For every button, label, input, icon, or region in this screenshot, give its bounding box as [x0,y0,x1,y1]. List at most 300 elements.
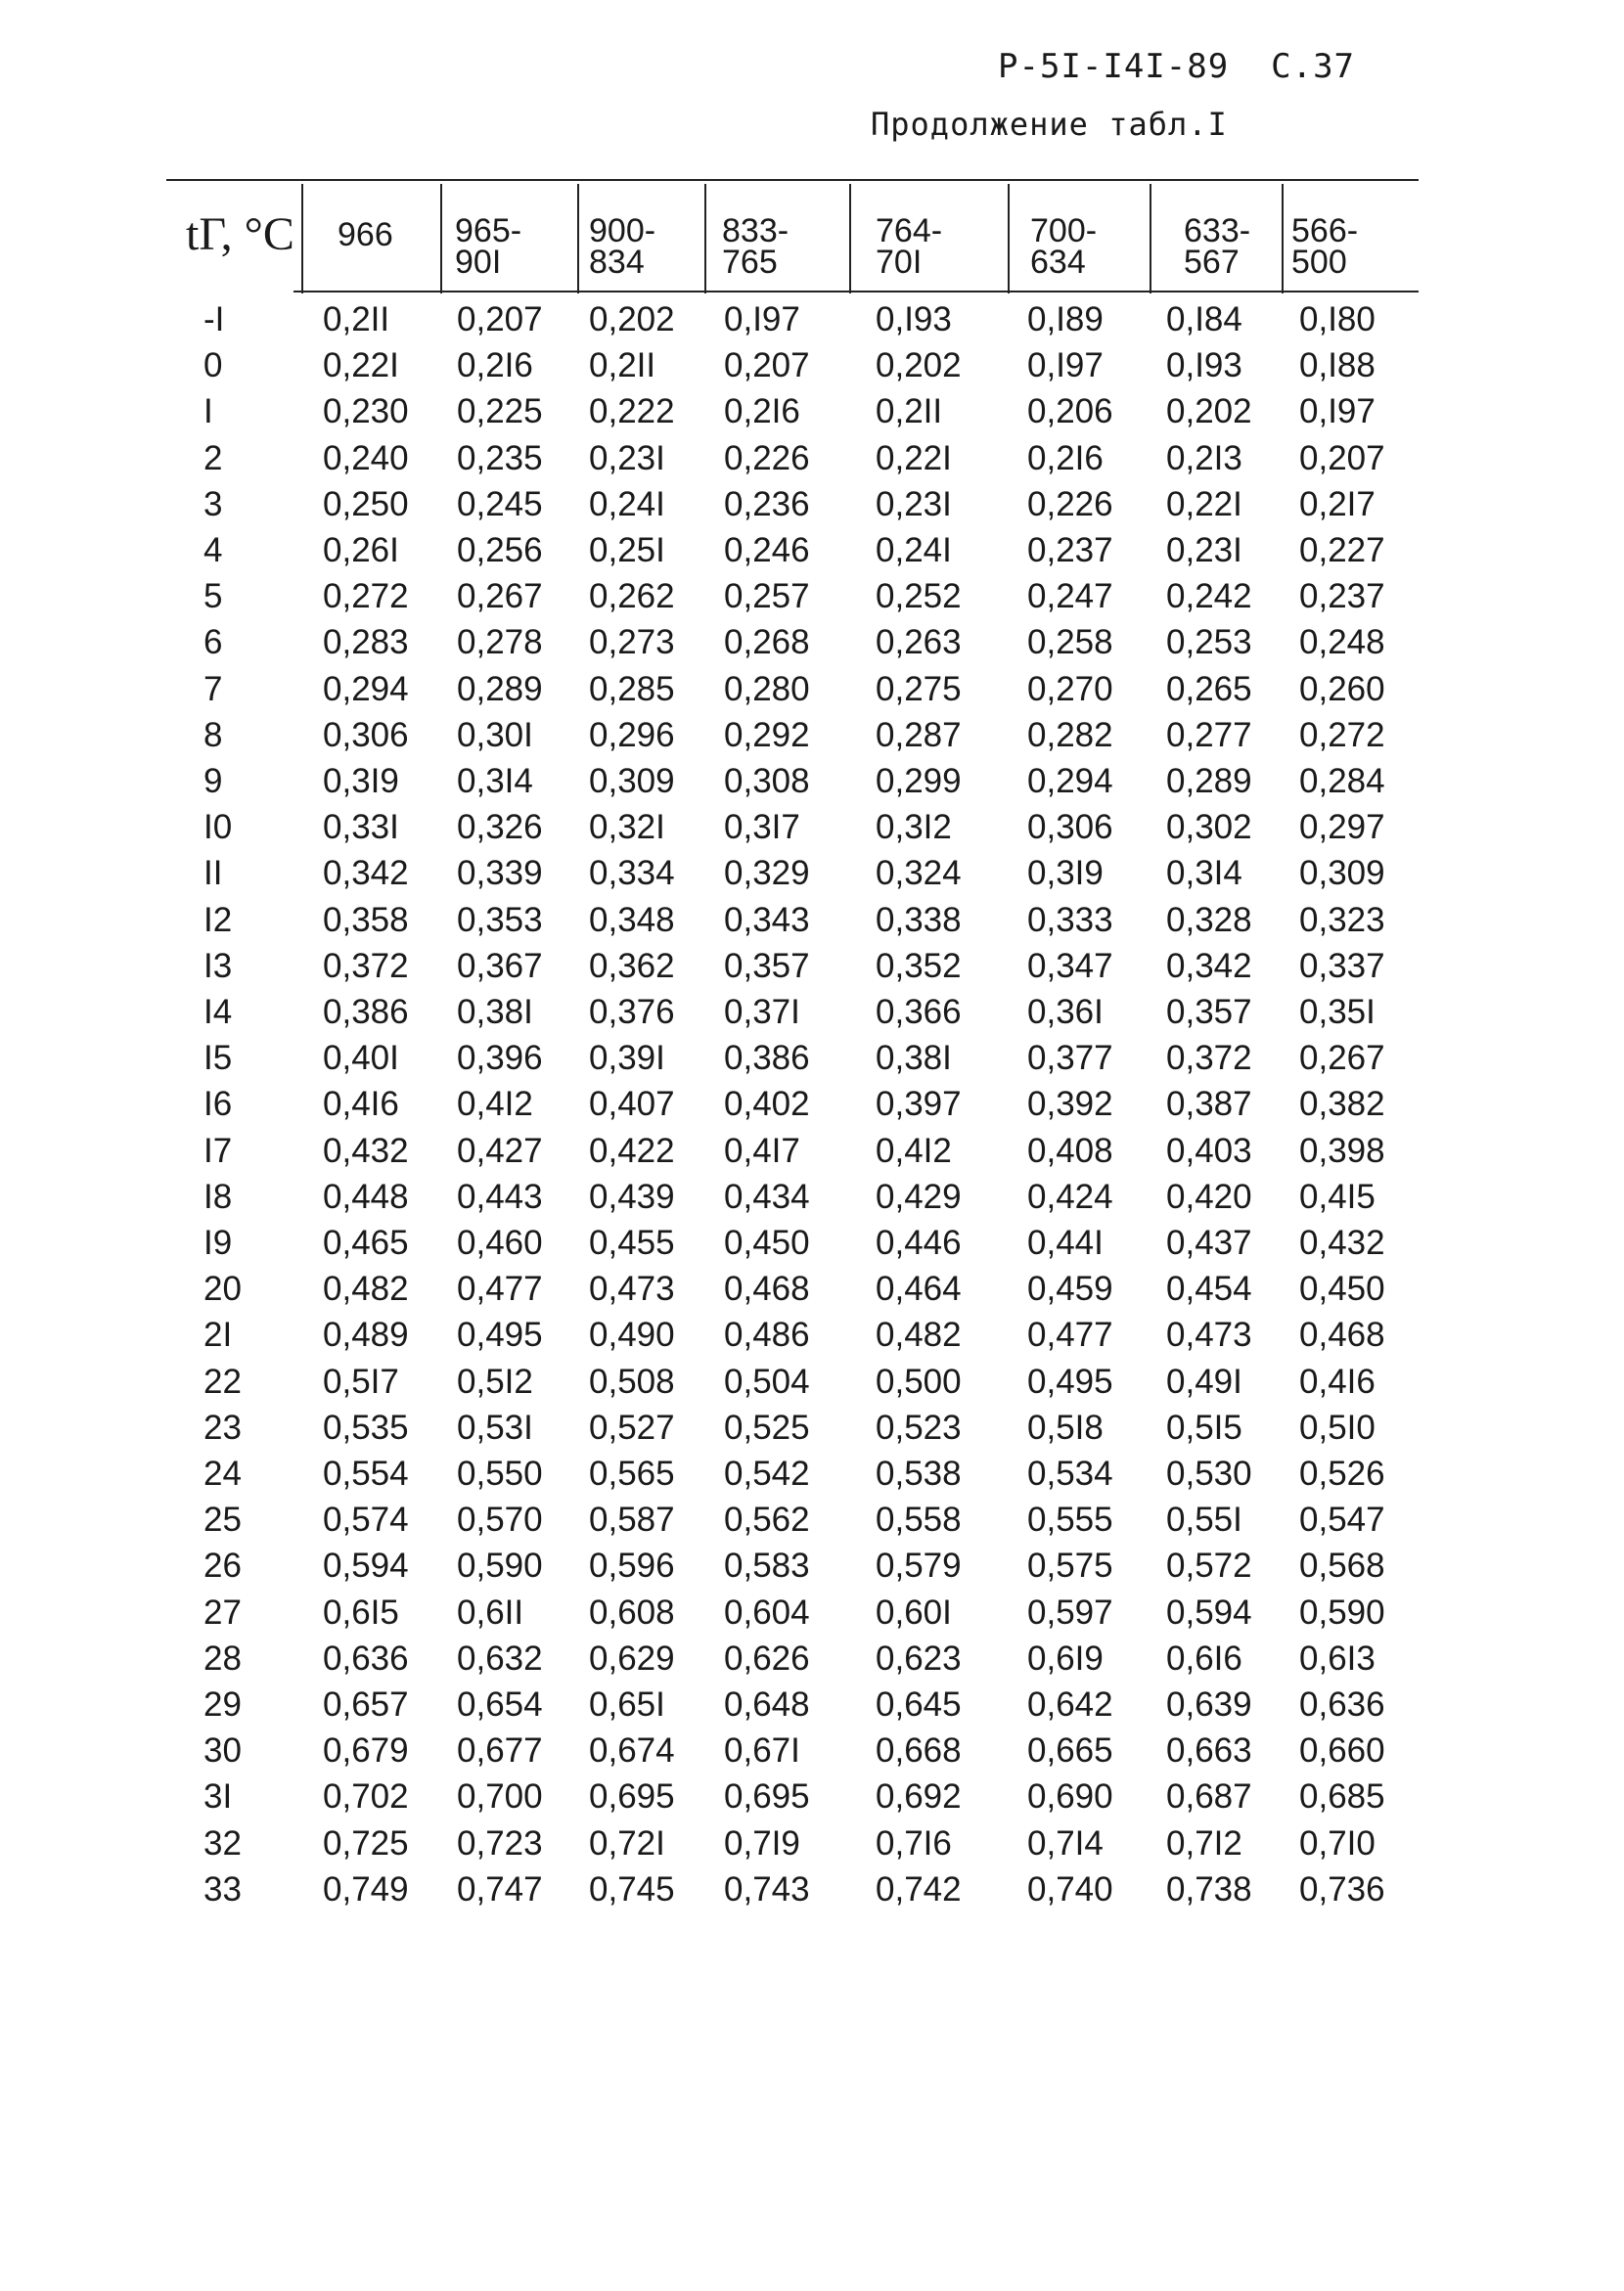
table-row [0,943,1624,989]
column-divider [849,184,851,293]
temperature-cell: 23 [203,1408,242,1447]
value-cell: 0,337 [1299,946,1385,985]
value-cell: 0,397 [876,1085,962,1124]
value-cell: 0,3І9 [323,762,399,800]
value-cell: 0,250 [323,484,409,523]
temperature-cell: 8 [203,715,223,754]
temperature-cell: І9 [203,1224,233,1262]
value-cell: 0,464 [876,1270,962,1309]
value-cell: 0,434 [724,1177,810,1216]
value-cell: 0,329 [724,854,810,893]
value-cell: 0,392 [1027,1085,1113,1124]
value-cell: 0,468 [1299,1316,1385,1355]
value-cell: 0,222 [589,392,675,431]
value-cell: 0,353 [457,900,543,939]
table-row [0,1497,1624,1543]
column-header [589,212,656,281]
value-cell: 0,386 [724,1039,810,1078]
value-cell: 0,324 [876,854,962,893]
value-cell: 0,534 [1027,1455,1113,1493]
value-cell: 0,287 [876,715,962,754]
value-cell: 0,309 [1299,854,1385,893]
value-cell: 0,407 [589,1085,675,1124]
value-cell: 0,2І6 [457,346,533,385]
value-cell: 0,38І [876,1039,952,1078]
value-cell: 0,5І5 [1166,1408,1242,1447]
column-header [338,216,393,253]
temperature-cell: 3 [203,484,223,523]
value-cell: 0,554 [323,1455,409,1493]
value-cell: 0,422 [589,1131,675,1170]
value-cell: 0,296 [589,715,675,754]
value-cell: 0,439 [589,1177,675,1216]
value-cell: 0,357 [724,946,810,985]
value-cell: 0,636 [323,1639,409,1678]
temperature-cell: 6 [203,623,223,662]
parameter-header: tГ, °С [186,208,294,260]
temperature-cell: 0 [203,346,223,385]
temperature-cell: -І [203,300,225,338]
table-row [0,1682,1624,1728]
value-cell: 0,455 [589,1224,675,1262]
value-cell: 0,22І [323,346,399,385]
value-cell: 0,270 [1027,669,1113,708]
value-cell: 0,372 [323,946,409,985]
value-cell: 0,268 [724,623,810,662]
value-cell: 0,4І5 [1299,1177,1376,1216]
value-cell: 0,687 [1166,1777,1252,1817]
value-cell: 0,237 [1027,531,1113,569]
value-cell: 0,265 [1166,669,1252,708]
value-cell: 0,289 [1166,762,1252,800]
value-cell: 0,489 [323,1316,409,1355]
value-cell: 0,І80 [1299,300,1376,338]
value-cell: 0,702 [323,1777,409,1817]
table-row [0,573,1624,619]
temperature-cell: 33 [203,1869,242,1909]
value-cell: 0,579 [876,1547,962,1586]
value-cell: 0,465 [323,1224,409,1262]
column-divider [577,184,579,293]
value-cell: 0,367 [457,946,543,985]
value-cell: 0,382 [1299,1085,1385,1124]
value-cell: 0,278 [457,623,543,662]
value-cell: 0,636 [1299,1685,1385,1724]
temperature-cell: 29 [203,1685,242,1724]
value-cell: 0,396 [457,1039,543,1078]
value-cell: 0,583 [724,1547,810,1586]
column-header-line2: 90І [455,244,502,281]
value-cell: 0,654 [457,1685,543,1724]
value-cell: 0,526 [1299,1455,1385,1493]
value-cell: 0,604 [724,1593,810,1632]
temperature-cell: І2 [203,900,233,939]
value-cell: 0,403 [1166,1131,1252,1170]
value-cell: 0,736 [1299,1869,1385,1909]
table-row [0,666,1624,712]
column-header-line1: 633- [1184,212,1251,249]
value-cell: 0,450 [724,1224,810,1262]
column-header-line1: 833- [722,212,789,249]
value-cell: 0,67І [724,1731,800,1771]
value-cell: 0,504 [724,1362,810,1401]
table-row [0,435,1624,481]
temperature-cell: 26 [203,1547,242,1586]
value-cell: 0,225 [457,392,543,431]
value-cell: 0,679 [323,1731,409,1771]
value-cell: 0,490 [589,1316,675,1355]
value-cell: 0,26І [323,531,399,569]
value-cell: 0,230 [323,392,409,431]
value-cell: 0,742 [876,1869,962,1909]
value-cell: 0,267 [457,577,543,616]
value-cell: 0,597 [1027,1593,1113,1632]
column-divider [440,184,442,293]
column-divider [301,184,303,293]
value-cell: 0,432 [1299,1224,1385,1262]
value-cell: 0,207 [724,346,810,385]
value-cell: 0,7І0 [1299,1823,1376,1863]
value-cell: 0,3І7 [724,808,800,847]
value-cell: 0,І93 [1166,346,1242,385]
value-cell: 0,І84 [1166,300,1242,338]
value-cell: 0,2ІІ [323,300,390,338]
value-cell: 0,22І [876,438,952,477]
value-cell: 0,376 [589,993,675,1031]
table-row [0,1451,1624,1497]
value-cell: 0,568 [1299,1547,1385,1586]
value-cell: 0,3І4 [1166,854,1242,893]
value-cell: 0,626 [724,1639,810,1678]
value-cell: 0,240 [323,438,409,477]
value-cell: 0,663 [1166,1731,1252,1771]
value-cell: 0,206 [1027,392,1113,431]
value-cell: 0,347 [1027,946,1113,985]
value-cell: 0,587 [589,1501,675,1540]
temperature-cell: ІІ [203,854,223,893]
table-row [0,1128,1624,1174]
temperature-cell: І6 [203,1085,233,1124]
value-cell: 0,665 [1027,1731,1113,1771]
value-cell: 0,2ІІ [589,346,656,385]
value-cell: 0,725 [323,1823,409,1863]
column-header-line1: 700- [1030,212,1098,249]
temperature-cell: 20 [203,1270,242,1309]
value-cell: 0,202 [1166,392,1252,431]
table-row [0,1590,1624,1636]
value-cell: 0,594 [1166,1593,1252,1632]
value-cell: 0,227 [1299,531,1385,569]
value-cell: 0,72І [589,1823,665,1863]
temperature-cell: 24 [203,1455,242,1493]
value-cell: 0,482 [323,1270,409,1309]
value-cell: 0,575 [1027,1547,1113,1586]
value-cell: 0,547 [1299,1501,1385,1540]
column-header-line2: 70І [876,244,923,281]
document-code: Р-5І-І4І-89 [998,47,1230,86]
value-cell: 0,235 [457,438,543,477]
temperature-cell: 2 [203,438,223,477]
value-cell: 0,242 [1166,577,1252,616]
table-row [0,342,1624,388]
value-cell: 0,468 [724,1270,810,1309]
table-row [0,758,1624,804]
temperature-cell: 27 [203,1593,242,1632]
value-cell: 0,289 [457,669,543,708]
value-cell: 0,207 [457,300,543,338]
value-cell: 0,273 [589,623,675,662]
value-cell: 0,668 [876,1731,962,1771]
value-cell: 0,22І [1166,484,1242,523]
value-cell: 0,3І4 [457,762,533,800]
temperature-cell: 7 [203,669,223,708]
column-header-line2: 834 [589,244,645,281]
column-header [1291,212,1359,281]
value-cell: 0,459 [1027,1270,1113,1309]
value-cell: 0,І88 [1299,346,1376,385]
value-cell: 0,60І [876,1593,952,1632]
value-cell: 0,590 [1299,1593,1385,1632]
value-cell: 0,4І6 [323,1085,399,1124]
value-cell: 0,348 [589,900,675,939]
value-cell: 0,747 [457,1869,543,1909]
value-cell: 0,645 [876,1685,962,1724]
value-cell: 0,333 [1027,900,1113,939]
value-cell: 0,358 [323,900,409,939]
value-cell: 0,594 [323,1547,409,1586]
temperature-cell: 5 [203,577,223,616]
value-cell: 0,247 [1027,577,1113,616]
value-cell: 0,292 [724,715,810,754]
value-cell: 0,6І5 [323,1593,399,1632]
value-cell: 0,260 [1299,669,1385,708]
value-cell: 0,5І7 [323,1362,399,1401]
value-cell: 0,5І2 [457,1362,533,1401]
column-header-line1: 965- [455,212,522,249]
value-cell: 0,275 [876,669,962,708]
value-cell: 0,6І6 [1166,1639,1242,1678]
value-cell: 0,538 [876,1455,962,1493]
value-cell: 0,454 [1166,1270,1252,1309]
table-row [0,1866,1624,1912]
value-cell: 0,236 [724,484,810,523]
value-cell: 0,523 [876,1408,962,1447]
value-cell: 0,36І [1027,993,1104,1031]
value-cell: 0,55І [1166,1501,1242,1540]
value-cell: 0,558 [876,1501,962,1540]
column-header-line1: 566- [1291,212,1359,249]
value-cell: 0,432 [323,1131,409,1170]
value-cell: 0,202 [876,346,962,385]
value-cell: 0,565 [589,1455,675,1493]
value-cell: 0,387 [1166,1085,1252,1124]
value-cell: 0,65І [589,1685,665,1724]
value-cell: 0,7І4 [1027,1823,1104,1863]
value-cell: 0,294 [1027,762,1113,800]
value-cell: 0,252 [876,577,962,616]
table-row [0,850,1624,896]
temperature-cell: І3 [203,946,233,985]
table-row [0,1035,1624,1081]
value-cell: 0,226 [724,438,810,477]
table-row [0,1728,1624,1774]
value-cell: 0,284 [1299,762,1385,800]
value-cell: 0,443 [457,1177,543,1216]
value-cell: 0,398 [1299,1131,1385,1170]
value-cell: 0,37І [724,993,800,1031]
value-cell: 0,282 [1027,715,1113,754]
value-cell: 0,525 [724,1408,810,1447]
value-cell: 0,677 [457,1731,543,1771]
value-cell: 0,357 [1166,993,1252,1031]
value-cell: 0,35І [1299,993,1376,1031]
value-cell: 0,377 [1027,1039,1113,1078]
column-divider [1008,184,1010,293]
value-cell: 0,530 [1166,1455,1252,1493]
value-cell: 0,328 [1166,900,1252,939]
value-cell: 0,49І [1166,1362,1242,1401]
value-cell: 0,245 [457,484,543,523]
value-cell: 0,5І0 [1299,1408,1376,1447]
value-cell: 0,323 [1299,900,1385,939]
value-cell: 0,448 [323,1177,409,1216]
value-cell: 0,700 [457,1777,543,1817]
table-row [0,1312,1624,1358]
value-cell: 0,695 [724,1777,810,1817]
value-cell: 0,207 [1299,438,1385,477]
temperature-cell: І5 [203,1039,233,1078]
value-cell: 0,477 [1027,1316,1113,1355]
value-cell: 0,23І [876,484,952,523]
value-cell: 0,460 [457,1224,543,1262]
page-number: С.37 [1271,47,1356,86]
table-row [0,804,1624,850]
value-cell: 0,246 [724,531,810,569]
column-header-line1: 900- [589,212,656,249]
value-cell: 0,297 [1299,808,1385,847]
value-cell: 0,660 [1299,1731,1385,1771]
value-cell: 0,7І2 [1166,1823,1242,1863]
table-row [0,897,1624,943]
value-cell: 0,283 [323,623,409,662]
value-cell: 0,306 [323,715,409,754]
temperature-cell: 28 [203,1639,242,1678]
value-cell: 0,342 [1166,946,1252,985]
value-cell: 0,4І6 [1299,1362,1376,1401]
table-row [0,388,1624,434]
value-cell: 0,39І [589,1039,665,1078]
value-cell: 0,І89 [1027,300,1104,338]
value-cell: 0,486 [724,1316,810,1355]
value-cell: 0,692 [876,1777,962,1817]
value-cell: 0,253 [1166,623,1252,662]
value-cell: 0,542 [724,1455,810,1493]
value-cell: 0,446 [876,1224,962,1262]
value-cell: 0,749 [323,1869,409,1909]
table-row [0,1405,1624,1451]
table-row [0,989,1624,1035]
value-cell: 0,642 [1027,1685,1113,1724]
column-header [722,212,789,281]
table-row [0,1220,1624,1266]
table-row [0,1820,1624,1866]
value-cell: 0,572 [1166,1547,1252,1586]
value-cell: 0,226 [1027,484,1113,523]
value-cell: 0,23І [1166,531,1242,569]
column-divider [704,184,706,293]
temperature-cell: 4 [203,531,223,569]
document-code-line [998,47,1355,86]
temperature-cell: І [203,392,213,431]
value-cell: 0,738 [1166,1869,1252,1909]
value-cell: 0,427 [457,1131,543,1170]
value-cell: 0,608 [589,1593,675,1632]
table-row [0,1359,1624,1405]
column-header-line2: 765 [722,244,778,281]
value-cell: 0,743 [724,1869,810,1909]
column-header-line2: 500 [1291,244,1347,281]
value-cell: 0,362 [589,946,675,985]
value-cell: 0,723 [457,1823,543,1863]
value-cell: 0,2І6 [724,392,800,431]
table-row [0,619,1624,665]
table-row [0,527,1624,573]
value-cell: 0,І93 [876,300,952,338]
value-cell: 0,30І [457,715,533,754]
table-row [0,296,1624,342]
value-cell: 0,632 [457,1639,543,1678]
value-cell: 0,237 [1299,577,1385,616]
value-cell: 0,639 [1166,1685,1252,1724]
value-cell: 0,342 [323,854,409,893]
table-continuation-caption: Продолжение табл.І [871,106,1228,143]
table-row [0,1266,1624,1312]
value-cell: 0,338 [876,900,962,939]
value-cell: 0,257 [724,577,810,616]
value-cell: 0,299 [876,762,962,800]
table-row [0,1543,1624,1589]
value-cell: 0,40І [323,1039,399,1078]
value-cell: 0,4І7 [724,1131,800,1170]
value-cell: 0,302 [1166,808,1252,847]
temperature-cell: І8 [203,1177,233,1216]
value-cell: 0,339 [457,854,543,893]
temperature-cell: 32 [203,1823,242,1863]
table-row [0,1774,1624,1819]
value-cell: 0,24І [876,531,952,569]
column-header [1030,212,1098,281]
value-cell: 0,657 [323,1685,409,1724]
value-cell: 0,256 [457,531,543,569]
temperature-cell: 2І [203,1316,233,1355]
value-cell: 0,535 [323,1408,409,1447]
value-cell: 0,44І [1027,1224,1104,1262]
value-cell: 0,267 [1299,1039,1385,1078]
value-cell: 0,5І8 [1027,1408,1104,1447]
value-cell: 0,424 [1027,1177,1113,1216]
column-header-line1: 966 [338,216,393,253]
value-cell: 0,685 [1299,1777,1385,1817]
value-cell: 0,420 [1166,1177,1252,1216]
value-cell: 0,386 [323,993,409,1031]
value-cell: 0,437 [1166,1224,1252,1262]
value-cell: 0,2ІІ [876,392,943,431]
value-cell: 0,745 [589,1869,675,1909]
value-cell: 0,555 [1027,1501,1113,1540]
column-header-line1: 764- [876,212,943,249]
value-cell: 0,473 [589,1270,675,1309]
value-cell: 0,6ІІ [457,1593,524,1632]
